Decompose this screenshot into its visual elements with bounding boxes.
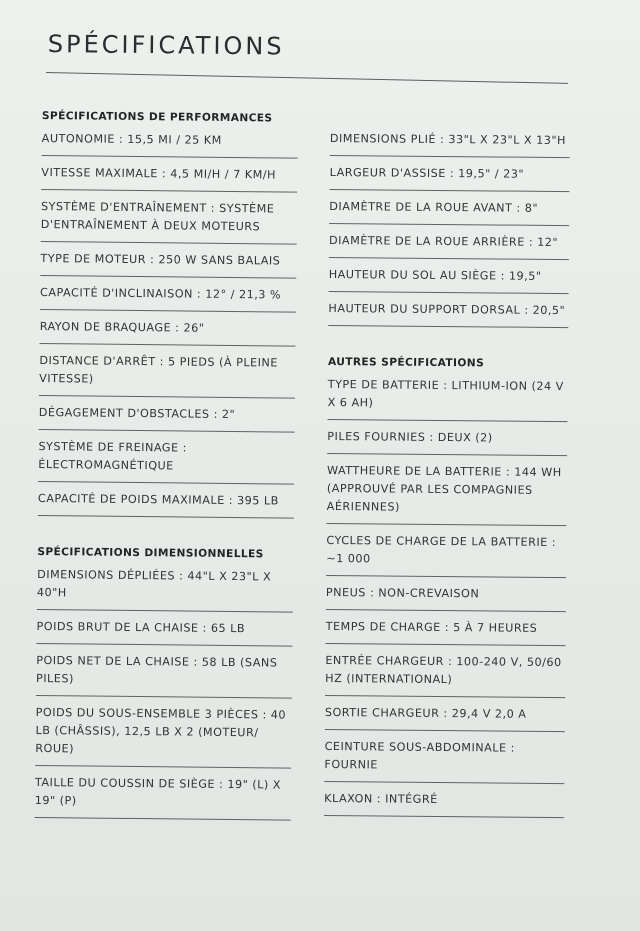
section-heading-performance: SPÉCIFICATIONS DE PERFORMANCES — [41, 110, 273, 125]
spec-item: ENTRÉE CHARGEUR : 100-240 V, 50/60 HZ (INTERNATIONAL) — [325, 652, 565, 698]
spec-item: SYSTÈME DE FREINAGE : ÉLECTROMAGNÉTIQUE — [38, 438, 294, 485]
spec-item: HAUTEUR DU SUPPORT DORSAL : 20,5" — [328, 300, 568, 328]
spec-item: DIMENSIONS DÉPLIÉES : 44"L X 23"L X 40"H — [37, 566, 293, 613]
spec-item: DIAMÈTRE DE LA ROUE ARRIÈRE : 12" — [329, 232, 569, 260]
spec-item: PNEUS : NON-CREVAISON — [326, 584, 566, 612]
spec-item: SYSTÈME D'ENTRAÎNEMENT : SYSTÈME D'ENTRAÎNEMENT À DEUX MOTEURS — [41, 198, 297, 245]
spec-item: DIAMÈTRE DE LA ROUE AVANT : 8" — [329, 198, 569, 226]
spec-item: TYPE DE BATTERIE : LITHIUM-ION (24 V X 6 AH) — [327, 376, 567, 422]
spec-item: POIDS BRUT DE LA CHAISE : 65 LB — [36, 618, 292, 647]
spec-item: AUTONOMIE : 15,5 MI / 25 KM — [42, 130, 298, 159]
spec-item: CEINTURE SOUS-ABDOMINALE : FOURNIE — [324, 738, 564, 784]
section-heading-dimensional: SPÉCIFICATIONS DIMENSIONNELLES — [37, 545, 264, 561]
right-column — [324, 130, 570, 826]
spec-item: DIMENSIONS PLIÉ : 33"L X 23"L X 13"H — [330, 130, 570, 158]
left-column — [35, 110, 298, 829]
section-gap — [37, 524, 293, 549]
spec-item: CYCLES DE CHARGE DE LA BATTERIE : ~1 000 — [326, 532, 566, 578]
spec-item: VITESSE MAXIMALE : 4,5 MI/H / 7 KM/H — [41, 164, 297, 193]
spec-item: LARGEUR D'ASSISE : 19,5" / 23" — [329, 164, 569, 192]
spec-item: HAUTEUR DU SOL AU SIÈGE : 19,5" — [329, 266, 569, 294]
spec-item: DÉGAGEMENT D'OBSTACLES : 2" — [39, 404, 295, 433]
spec-item: DISTANCE D'ARRÊT : 5 PIEDS (À PLEINE VITESSE) — [39, 352, 295, 399]
title-divider — [46, 72, 568, 84]
page-title: SPÉCIFICATIONS — [47, 30, 285, 61]
spec-item: RAYON DE BRAQUAGE : 26" — [40, 318, 296, 347]
section-gap — [328, 334, 568, 358]
spec-item: TEMPS DE CHARGE : 5 À 7 HEURES — [326, 618, 566, 646]
section-heading-other: AUTRES SPÉCIFICATIONS — [327, 355, 485, 370]
spec-item: POIDS DU SOUS-ENSEMBLE 3 PIÈCES : 40 LB (CHÂSSIS), 12,5 LB X 2 (MOTEUR/ ROUE) — [35, 704, 292, 769]
spec-item: POIDS NET DE LA CHAISE : 58 LB (SANS PILES) — [36, 652, 292, 699]
spec-item: CAPACITÉ DE POIDS MAXIMALE : 395 LB — [38, 490, 294, 519]
spec-item: SORTIE CHARGEUR : 29,4 V 2,0 A — [325, 704, 565, 732]
spec-item: TAILLE DU COUSSIN DE SIÈGE : 19" (L) X 19" (P) — [35, 774, 291, 821]
spec-item: TYPE DE MOTEUR : 250 W SANS BALAIS — [40, 250, 296, 279]
spec-item: KLAXON : INTÉGRÉ — [324, 790, 564, 818]
spec-item: WATTHEURE DE LA BATTERIE : 144 WH (APPROUVÉ PAR LES COMPAGNIES AÉRIENNES) — [327, 462, 568, 526]
spec-item: PILES FOURNIES : DEUX (2) — [327, 428, 567, 456]
spec-item: CAPACITÉ D'INCLINAISON : 12° / 21,3 % — [40, 284, 296, 313]
